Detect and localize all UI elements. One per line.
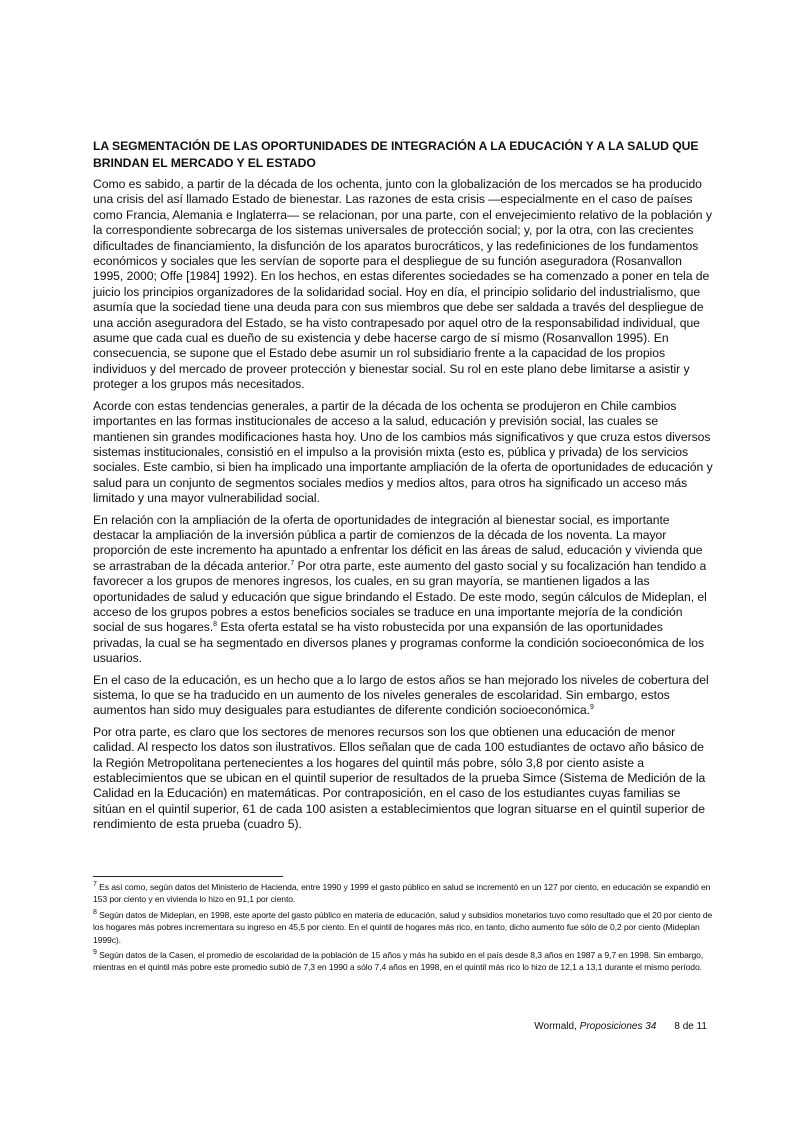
footnote-number: 9 [93,949,97,957]
footnote-number: 8 [93,908,97,916]
section-heading: LA SEGMENTACIÓN DE LAS OPORTUNIDADES DE INTEGRACIÓN A LA EDUCACIÓN Y A LA SALUD QUE BRINDAN EL MERCADO Y EL ESTADO [93,139,699,170]
footnote-ref-8[interactable]: 8 [213,621,218,629]
footnote-9 [93,949,713,974]
paragraph-1: Como es sabido, a partir de la década de los ochenta, junto con la globalización de los mercados se ha producido una crisis del así llamado Estado de bienestar. Las razones de esta crisis —especialmente en el caso de países como Francia, Alemania e Inglaterra— se relacionan, por una parte, con el envejecimiento relativo de la población y la correspondiente sobrecarga de los sistemas universales de protección social; y, por la otra, con las crecientes dificultades de financiamiento, la disfunción de los aparatos burocráticos, y las redefiniciones de los fundamentos económicos y sociales que les servían de soporte para el despliegue de su función aseguradora (Rosanvallon 1995, 2000; Offe [1984] 1992). En los hechos, en estas diferentes sociedades se ha comenzado a poner en tela de juicio los principios organizadores de la solidaridad social. Hoy en día, el principio solidario del industrialismo, que asumía que la sociedad tiene una deuda para con sus miembros que debe ser saldada a través del despliegue de una acción aseguradora del Estado, se ha visto contrapesado por aquel otro de la responsabilidad individual, que asume que cada cual es dueño de su existencia y debe hacerse cargo de sí mismo (Rosanvallon 1995). En consecuencia, se supone que el Estado debe asumir un rol subsidiario frente a la capacidad de los propios individuos y del mercado de proveer protección y bienestar social. Su rol en este plano debe limitarse a asistir y proteger a los grupos más necesitados. [93,177,712,392]
paragraph-5: Por otra parte, es claro que los sectores de menores recursos son los que obtienen una educación de menor calidad. Al respecto los datos son ilustrativos. Ellos señalan que de cada 100 estudiantes de octavo año básico de la Región Metropolitana pertenecientes a los hogares del quintil más pobre, sólo 3,8 por ciento asiste a establecimientos que se ubican en el quintil superior de resultados de la prueba Simce (Sistema de Medición de la Calidad en la Educación) en matemáticas. Por contraposición, en el caso de los estudiantes cuyas familias se sitúan en el quintil superior, 61 de cada 100 asisten a establecimientos que logran situarse en el quintil superior de rendimiento de esta prueba (cuadro 5). [93,724,706,832]
paragraph-4 [93,673,713,719]
footnote-text: Es así como, según datos del Ministerio de Hacienda, entre 1990 y 1999 el gasto público en salud se incrementó en un 127 por ciento, en educación se expandió en 153 por ciento y en vivienda lo hizo en 91,1 por ciento. [93,882,711,905]
footnote-ref-9[interactable]: 9 [589,704,594,712]
footnote-text: Según datos de la Casen, el promedio de escolaridad de la población de 15 años y más ha subido en el país desde 8,3 años en 1987 a 9,7 en 1998. Sin embargo, mientras en el quintil más pobre este promedio subió de 7,3 en 1990 a sólo 7,4 años en 1998, en el quintil más rico lo hizo de 12,1 a 13,1 durante el mismo período. [93,950,704,973]
paragraph-2: Acorde con estas tendencias generales, a partir de la década de los ochenta se produjeron en Chile cambios importantes en las formas institucionales de acceso a la salud, educación y previsión social, las cuales se mantienen sin grandes modificaciones hasta hoy. Uno de los cambios más significativos y que cruza estos diversos sistemas institucionales, consistió en el impulso a la provisión mixta (esto es, pública y privada) de los servicios sociales. Este cambio, si bien ha implicado una importante ampliación de la oferta de oportunidades de educación y salud para un conjunto de segmentos sociales medios y medios altos, para otros ha significado un acceso más limitado y una mayor vulnerabilidad social. [93,398,713,506]
footnotes [93,881,713,977]
body-text [93,177,713,839]
paragraph-4-text: En el caso de la educación, es un hecho que a lo largo de estos años se han mejorado los niveles de cobertura del sistema, lo que se ha traducido en un aumento de los niveles generales de escolaridad. Sin embargo, estos aumentos han sido muy desiguales para estudiantes de diferente condición socioeconómica. [93,672,709,718]
footnote-number: 7 [93,881,97,889]
footer-publication: Proposiciones 34 [579,1021,657,1032]
footnote-divider [93,876,283,877]
paragraph-3-part-c: Esta oferta estatal se ha visto robustecida por una expansión de las oportunidades privadas, la cual se ha segmentado en diversos planes y programas conforme la condición socioeconómica de los usuarios. [93,620,705,666]
page-footer [534,1020,707,1034]
paragraph-3-part-b: Por otra parte, este aumento del gasto social y su focalización han tendido a favorecer a los grupos de menores ingresos, los cuales, en su gran mayoría, se mantienen ligados a las oportunidades de salud y educación que sigue brindando el Estado. De este modo, según cálculos de Mideplan, el acceso de los grupos pobres a estos beneficios sociales se traduce en una importante mejoría de la condición social de sus hogares. [93,558,707,635]
footnote-7 [93,881,713,906]
footer-author: Wormald, [534,1021,580,1032]
footer-page-number: 8 de 11 [674,1021,707,1032]
footnote-ref-7[interactable]: 7 [290,559,295,567]
footnote-text: Según datos de Mideplan, en 1998, este aporte del gasto público en materia de educación, salud y subsidios monetarios tuvo como resultado que el 20 por ciento de los hogares más pobres incrementara su ingreso en 45,5 por ciento. En el quintil de hogares más rico, en tanto, dicho aumento fue sólo de 0,2 por ciento (Mideplan 1999c). [93,909,713,945]
footnote-8 [93,909,713,946]
paragraph-3 [93,513,713,667]
paragraph-3-part-a: En relación con la ampliación de la oferta de oportunidades de integración al bienestar social, es importante destacar la ampliación de la inversión pública a partir de comienzos de la década de los noventa. La mayor proporción de este incremento ha apuntado a enfrentar los déficit en las áreas de salud, educación y vivienda que se arrastraban de la década anterior. [93,512,703,573]
